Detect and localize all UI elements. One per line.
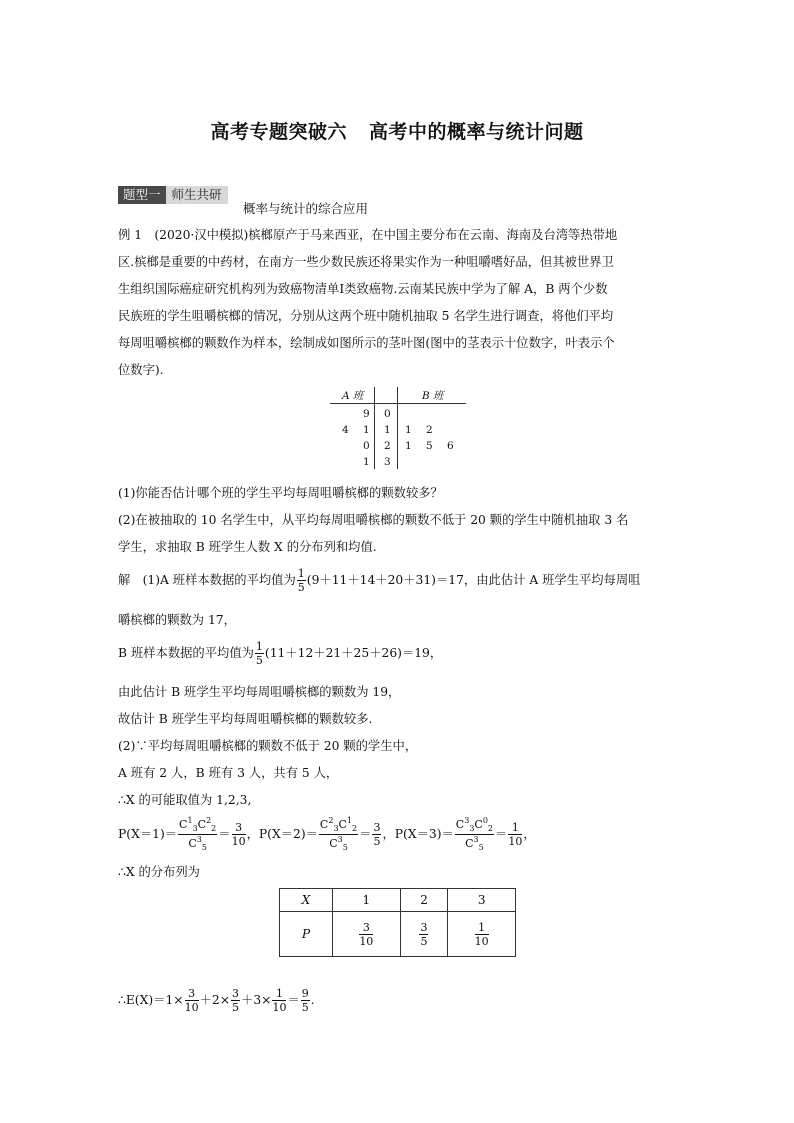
- table-cell: 3: [448, 889, 516, 912]
- leaf-b: 6: [447, 440, 454, 452]
- solution-line-1-cont: 嚼槟榔的颗数为 17，: [118, 613, 236, 627]
- leaf-a: 0: [363, 440, 370, 452]
- title-part1: 高考专题突破六: [210, 121, 347, 143]
- title-part2: 高考中的概率与统计问题: [369, 121, 584, 143]
- p2-lhs: ，P(X＝2)＝: [246, 827, 318, 842]
- fraction: $\frac{3}{5}$: [373, 821, 381, 849]
- fraction: $\frac{1}{10}$: [272, 987, 287, 1014]
- tag-label: 题型一: [118, 186, 166, 204]
- question-2-line2: 学生，求抽取 B 班学生人数 X 的分布列和均值.: [118, 540, 377, 554]
- section-subhead: 概率与统计的综合应用: [243, 201, 369, 216]
- leaf-a: 9: [363, 408, 370, 420]
- combination-fraction: $\frac{C^2_3C^1_2}{C^3_5}$: [319, 816, 358, 853]
- fraction: $\frac{9}{5}$: [301, 987, 309, 1014]
- stem: 0: [384, 408, 391, 420]
- fraction: $\frac{1}{5}$: [297, 567, 305, 594]
- table-head-p: P: [280, 912, 333, 957]
- solution-line-4: 故估计 B 班学生平均每周咀嚼槟榔的颗数较多.: [118, 712, 373, 726]
- distribution-table: [279, 888, 516, 957]
- problem-line: 例 1 (2020·汉中模拟)槟榔原产于马来西亚，在中国主要分布在云南、海南及台湾等热带地: [118, 228, 618, 242]
- exp-lhs: ∴E(X)＝1×: [118, 993, 184, 1007]
- solution-line-1: [118, 568, 640, 593]
- leaf-b: 1: [405, 440, 412, 452]
- table-head-x: X: [280, 889, 333, 912]
- combination-fraction: $\frac{C^3_3C^0_2}{C^3_5}$: [455, 816, 494, 853]
- leaf-a: 4: [342, 424, 349, 436]
- question-2-line1: (2)在被抽取的 10 名学生中，从平均每周咀嚼槟榔的颗数不低于 20 颗的学生中随机抽取 3 名: [118, 513, 629, 527]
- s1-expr: (9＋11＋14＋20＋31)＝17，由此估计 A 班学生平均每周咀: [306, 573, 641, 587]
- table-cell: $\frac{1}{10}$: [448, 912, 516, 957]
- problem-line: 每周咀嚼槟榔的颗数作为样本，绘制成如图所示的茎叶图(图中的茎表示十位数字，叶表示个: [118, 336, 615, 350]
- page-title: [0, 117, 794, 144]
- fraction: $\frac{3}{10}$: [231, 821, 246, 849]
- s1-prefix: 解 (1)A 班样本数据的平均值为: [118, 573, 296, 587]
- leaf-b: 5: [426, 440, 433, 452]
- p1-lhs: P(X＝1)＝: [118, 827, 178, 842]
- table-cell: $\frac{3}{10}$: [333, 912, 401, 957]
- problem-line: 民族班的学生咀嚼槟榔的情况，分别从这两个班中随机抽取 5 名学生进行调查，将他们平均: [118, 309, 614, 323]
- probability-line: P(X＝1)＝ $\frac{C^1_3C^2_2}{C^3_5}$ ＝ $\frac{3}{10}$ ，P(X＝2)＝ $\frac{C^2_3C^1_2}{C^3_5}$ ＝ $\frac{3}{5}$ ，P(X＝3)＝ $\frac{C^3_3C^0_2}{C^3_5}$ ＝ $\frac{1}{10}$ ，: [118, 816, 536, 853]
- stem-leaf-plot: [330, 387, 466, 469]
- table-row: [280, 889, 516, 912]
- p3-lhs: ，P(X＝3)＝: [382, 827, 454, 842]
- fraction: $\frac{3}{10}$: [184, 987, 199, 1014]
- table-cell: $\frac{3}{5}$: [400, 912, 448, 957]
- combination-fraction: $\frac{C^1_3C^2_2}{C^3_5}$: [179, 816, 217, 853]
- stem-leaf-header-a: A 班: [342, 390, 364, 402]
- problem-line: 位数字).: [118, 363, 164, 377]
- leaf-b: 2: [426, 424, 433, 436]
- stem: 1: [384, 424, 391, 436]
- tag-sub: 师生共研: [166, 186, 228, 204]
- expectation-line: ∴E(X)＝1× $\frac{3}{10}$ ＋2× $\frac{3}{5}$ ＋3× $\frac{1}{10}$ ＝ $\frac{9}{5}$ .: [118, 987, 315, 1014]
- solution-line-3: 由此估计 B 班学生平均每周咀嚼槟榔的颗数为 19，: [118, 685, 401, 699]
- fraction: $\frac{1}{5}$: [255, 640, 263, 667]
- question-type-tag: [118, 186, 228, 204]
- question-1: (1)你能否估计哪个班的学生平均每周咀嚼槟榔的颗数较多？: [118, 486, 443, 500]
- solution-line-6: A 班有 2 人，B 班有 3 人，共有 5 人，: [118, 766, 339, 780]
- fraction: $\frac{1}{10}$: [508, 821, 523, 849]
- fraction: $\frac{3}{5}$: [232, 987, 240, 1014]
- leaf-a: 1: [363, 424, 370, 436]
- stem: 3: [384, 456, 391, 468]
- stem-leaf-header-b: B 班: [422, 390, 444, 402]
- solution-line-2: [118, 641, 442, 666]
- leaf-a: 1: [363, 456, 370, 468]
- solution-line-8: ∴X 的分布列为: [118, 865, 200, 879]
- leaf-b: 1: [405, 424, 412, 436]
- solution-line-7: ∴X 的可能取值为 1,2,3,: [118, 793, 252, 807]
- s2-expr: (11＋12＋21＋25＋26)＝19，: [264, 646, 443, 660]
- stem: 2: [384, 440, 391, 452]
- table-cell: 2: [400, 889, 448, 912]
- solution-line-5: (2)∵平均每周咀嚼槟榔的颗数不低于 20 颗的学生中，: [118, 739, 418, 753]
- s2-prefix: B 班样本数据的平均值为: [118, 646, 254, 660]
- table-cell: 1: [333, 889, 401, 912]
- problem-line: 区.槟榔是重要的中药材，在南方一些少数民族还将果实作为一种咀嚼嗜好品，但其被世界卫: [118, 255, 614, 269]
- table-row: [280, 912, 516, 957]
- problem-line: 生组织国际癌症研究机构列为致癌物清单Ⅰ类致癌物.云南某民族中学为了解 A，B 两个少数: [118, 282, 608, 296]
